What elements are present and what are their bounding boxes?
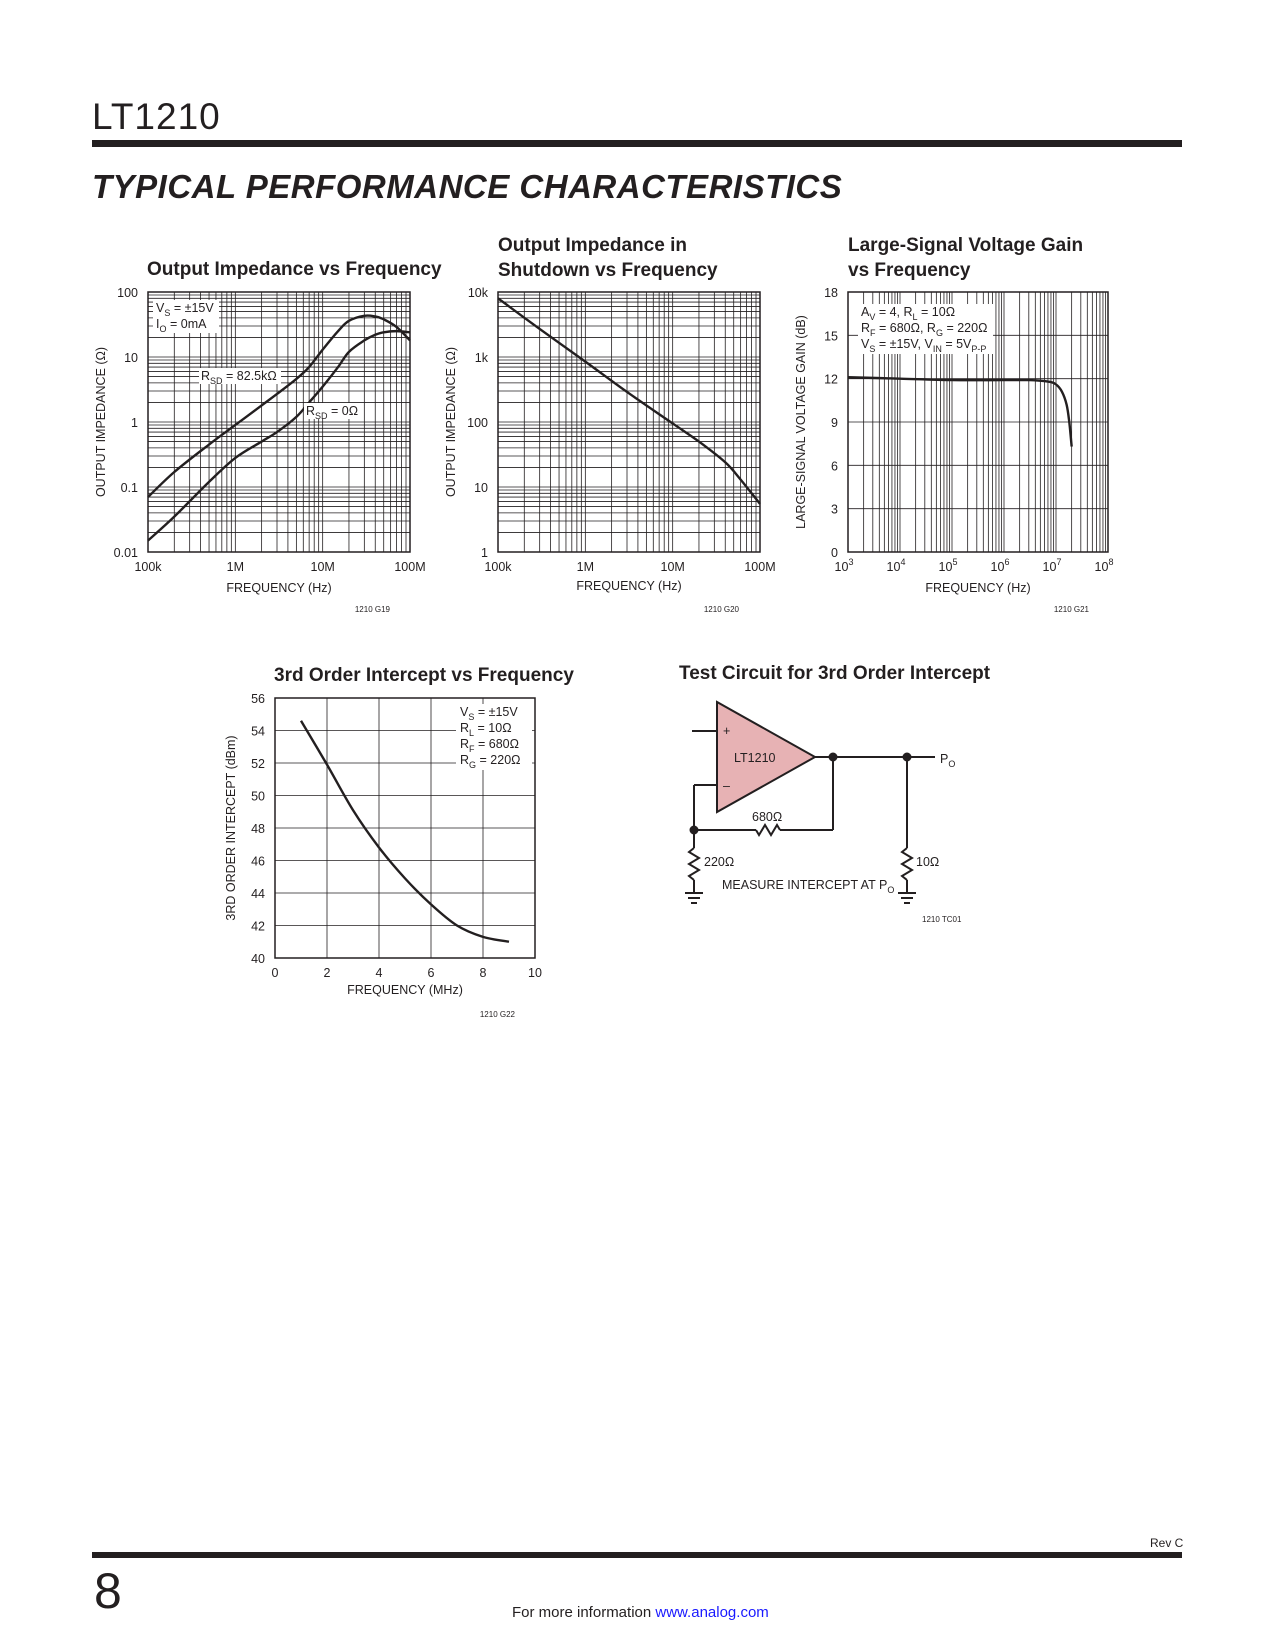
x-tick-label-g20: 100k <box>484 560 512 574</box>
y-tick-label-g19: 0.1 <box>120 481 138 495</box>
x-tick-label-g21: $10^4$ <box>886 557 906 574</box>
x-tick-label-g19: 1M <box>226 560 245 574</box>
y-tick-label-g21: 9 <box>831 416 838 430</box>
output-label: $P_O$ <box>940 752 956 769</box>
chart-title-g19: Output Impedance vs Frequency <box>147 259 442 280</box>
y-axis-label-g20: OUTPUT IMPEDANCE (Ω) <box>444 346 458 498</box>
annotation-rf-g22: $R_F = 680\Omega$ <box>460 737 519 754</box>
x-axis-label-g19: FREQUENCY (Hz) <box>226 581 332 595</box>
y-tick-label-g21: 6 <box>831 459 838 474</box>
chart-g19 <box>94 286 426 614</box>
annotation-vin: $V_S = \pm 15V$, $V_{IN} = 5V_{P-P}$ <box>861 337 987 354</box>
y-tick-label-g20: 1 <box>481 546 488 560</box>
revision: Rev C <box>1150 1536 1184 1550</box>
x-tick-label-g19: 10M <box>310 560 335 574</box>
y-axis-label-g19: OUTPUT IMPEDANCE (Ω) <box>94 346 108 498</box>
footer-rule <box>92 1552 1182 1558</box>
y-tick-label-g20: 10 <box>474 481 488 495</box>
amp-label: LT1210 <box>734 751 776 765</box>
x-axis-label-g22: FREQUENCY (MHz) <box>347 983 463 997</box>
chart-g22 <box>224 692 542 1019</box>
part-number: LT1210 <box>92 96 221 137</box>
rf-resistor <box>756 825 780 835</box>
y-tick-label-g22: 48 <box>251 822 265 836</box>
annotation-rl-g22: $R_L = 10\Omega$ <box>460 721 512 738</box>
x-tick-label-g22: 2 <box>323 966 331 980</box>
y-tick-label-g22: 54 <box>251 724 265 739</box>
y-tick-label-g22: 52 <box>251 757 265 771</box>
y-tick-label-g20: 1k <box>474 351 488 365</box>
annotation-rsd-82k: $R_{SD} = 82.5k\Omega$ <box>201 369 277 386</box>
y-tick-label-g20: 10k <box>467 286 488 300</box>
y-tick-label-g21: 3 <box>831 502 838 517</box>
footer-info: For more information www.analog.com <box>512 1604 769 1621</box>
series-line-g21-0 <box>848 377 1072 446</box>
chart-g21 <box>794 286 1113 614</box>
x-axis-label-g21: FREQUENCY (Hz) <box>925 581 1031 595</box>
y-tick-label-g22: 56 <box>251 692 265 706</box>
rl-value: 10Ω <box>916 855 940 869</box>
y-tick-label-g21: 12 <box>824 372 838 387</box>
figure-id-tc01: 1210 TC01 <box>922 915 962 924</box>
x-tick-label-g22: 0 <box>271 966 279 980</box>
x-tick-label-g21: $10^6$ <box>990 557 1010 574</box>
x-tick-label-g22: 6 <box>427 966 435 980</box>
rl-resistor <box>902 848 912 880</box>
x-tick-label-g20: 10M <box>660 560 685 574</box>
y-tick-label-g21: 0 <box>831 546 838 560</box>
y-tick-label-g22: 50 <box>251 789 265 804</box>
annotation-av: $A_V = 4$, $R_L = 10\Omega$ <box>861 305 956 322</box>
x-tick-label-g20: 100M <box>744 560 776 574</box>
y-tick-label-g21: 18 <box>824 286 838 300</box>
annotation-vs: $V_S = \pm 15V$ <box>156 301 214 318</box>
x-tick-label-g21: $10^5$ <box>938 557 958 574</box>
plus-sign: + <box>723 724 731 738</box>
page-number: 8 <box>94 1563 122 1619</box>
x-axis-label-g20: FREQUENCY (Hz) <box>576 579 682 593</box>
x-tick-label-g19: 100k <box>134 560 162 574</box>
y-axis-label-g22: 3RD ORDER INTERCEPT (dBm) <box>224 735 238 921</box>
x-tick-label-g21: $10^8$ <box>1094 557 1114 574</box>
annotation-vs-g22: $V_S = \pm 15V$ <box>460 705 518 722</box>
rf-value: 680Ω <box>752 810 783 824</box>
figure-id-g19: 1210 G19 <box>354 605 390 614</box>
x-tick-label-g22: 8 <box>479 966 487 980</box>
x-tick-label-g21: $10^3$ <box>834 557 854 574</box>
y-tick-label-g21: 15 <box>824 329 838 344</box>
minus-sign: – <box>723 779 730 793</box>
chart-title-g20: Output Impedance in Shutdown vs Frequency <box>498 235 718 281</box>
y-tick-label-g20: 100 <box>467 416 488 430</box>
rg-value: 220Ω <box>704 855 735 869</box>
x-tick-label-g20: 1M <box>576 560 595 574</box>
series-line-g20-0 <box>498 298 760 504</box>
chart-title-g22: 3rd Order Intercept vs Frequency <box>274 665 574 686</box>
y-tick-label-g19: 1 <box>131 416 138 430</box>
grid-g20 <box>498 292 760 552</box>
y-tick-label-g22: 44 <box>251 887 265 901</box>
x-tick-label-g21: $10^7$ <box>1042 557 1062 574</box>
figure-id-g21: 1210 G21 <box>1053 605 1089 614</box>
series-line-g19-1 <box>148 331 410 540</box>
x-tick-label-g19: 100M <box>394 560 426 574</box>
y-tick-label-g19: 10 <box>124 351 138 365</box>
x-tick-label-g22: 4 <box>375 966 383 980</box>
y-tick-label-g22: 40 <box>251 952 265 966</box>
x-tick-label-g22: 10 <box>528 966 542 980</box>
section-title: TYPICAL PERFORMANCE CHARACTERISTICS <box>92 168 843 205</box>
annotation-rf-rg: $R_F = 680\Omega$, $R_G = 220\Omega$ <box>861 321 988 338</box>
circuit-title: Test Circuit for 3rd Order Intercept <box>679 663 991 684</box>
figure-id-g20: 1210 G20 <box>703 605 739 614</box>
y-axis-label-g21: LARGE-SIGNAL VOLTAGE GAIN (dB) <box>794 315 808 529</box>
chart-title-g21: Large-Signal Voltage Gain vs Frequency <box>848 235 1084 281</box>
annotation-rsd-0: $R_{SD} = 0\Omega$ <box>306 404 359 421</box>
website-link[interactable]: www.analog.com <box>655 1604 769 1621</box>
measure-note: MEASURE INTERCEPT AT $P_O$ <box>722 878 895 895</box>
rg-resistor <box>689 848 699 880</box>
annotation-rg-g22: $R_G = 220\Omega$ <box>460 753 521 770</box>
y-tick-label-g22: 46 <box>251 854 265 869</box>
y-tick-label-g19: 100 <box>117 286 138 300</box>
y-tick-label-g19: 0.01 <box>113 546 138 560</box>
y-tick-label-g22: 42 <box>251 919 265 934</box>
chart-g20 <box>444 286 776 614</box>
figure-id-g22: 1210 G22 <box>479 1010 515 1019</box>
annotation-io: $I_O = 0mA$ <box>156 317 207 334</box>
series-line-g19-0 <box>148 316 410 498</box>
